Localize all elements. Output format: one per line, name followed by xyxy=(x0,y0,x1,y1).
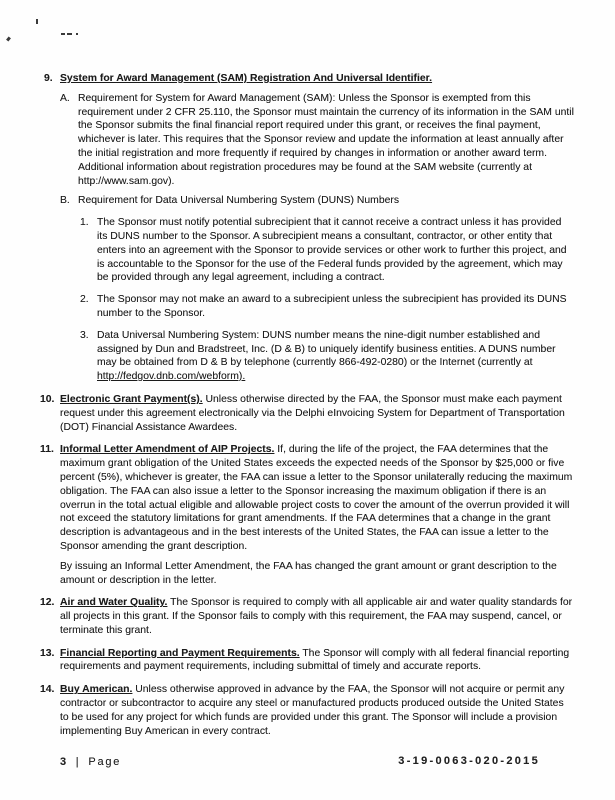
grant-number-footer: 3-19-0063-020-2015 xyxy=(398,755,540,767)
subsection-text: Requirement for System for Award Management (SAM): Unless the Sponsor is exempted from this requirement under 2 CFR 25.110, the Sponsor must maintain the currency of its information in the SAM until the Sponsor submits the final financial report required under this grant, or receives the final payment, whichever is later. This requires that the Sponsor review and update the information at least annually after the initial registration and more frequently if required by changes in information or another award term. Additional information about registration procedures may be found at the SAM website (currently at http://www.sam.gov). xyxy=(78,92,574,187)
section-number: 11. xyxy=(40,444,54,456)
section-12 xyxy=(40,596,574,637)
section-number: 14. xyxy=(40,684,55,696)
page-number: 3 xyxy=(60,756,68,768)
section-body xyxy=(60,443,574,587)
section-title: Informal Letter Amendment of AIP Projects. xyxy=(60,444,275,456)
section-title: Buy American. xyxy=(60,684,133,696)
subsection-9b xyxy=(60,194,574,384)
clause-9b2 xyxy=(80,293,574,321)
scan-artifact xyxy=(67,33,72,35)
section-title: Air and Water Quality. xyxy=(60,597,168,609)
section-title: Electronic Grant Payment(s). xyxy=(60,393,203,405)
clause-9b1 xyxy=(80,216,574,285)
section-10 xyxy=(40,393,574,434)
section-paragraph-2: By issuing an Informal Letter Amendment, the FAA has changed the grant amount or grant description to the amount or description in the letter. xyxy=(60,560,557,586)
section-title: System for Award Management (SAM) Registration And Universal Identifier. xyxy=(60,73,433,84)
page-label: Page xyxy=(88,756,122,768)
section-9 xyxy=(40,72,574,384)
section-13 xyxy=(40,647,574,675)
document-content xyxy=(40,72,574,747)
section-title: Financial Reporting and Payment Requirements. xyxy=(60,647,300,659)
clause-text: Data Universal Numbering System: DUNS number means the nine-digit number established and assigned by Dun and Bradstreet, Inc. (D & B) to uniquely identify business entities. A DUNS number may be obtained from D & B by telephone (currently 866-492-0280) or the Internet (currently at xyxy=(97,329,556,369)
section-text: Unless otherwise directed by the FAA, the Sponsor must make each payment request under this agreement electronically via the Delphi eInvoicing System for Department of Transportation (DOT) Financial Assistance Awardees. xyxy=(60,393,565,433)
footer-separator: | xyxy=(75,756,81,768)
clause-9b3 xyxy=(80,329,574,384)
clause-label: 1. xyxy=(80,217,89,229)
scan-artifact xyxy=(36,19,38,24)
subsection-9a xyxy=(60,92,574,189)
section-number: 9. xyxy=(44,73,53,84)
page-number-footer xyxy=(60,756,121,770)
scan-artifact xyxy=(61,33,65,35)
section-body xyxy=(60,596,574,637)
section-body xyxy=(60,683,574,738)
webform-url-link[interactable]: http://fedgov.dnb.com/webform). xyxy=(97,371,246,383)
clause-label: 2. xyxy=(80,294,89,306)
subsection-text: Requirement for Data Universal Numbering System (DUNS) Numbers xyxy=(78,195,400,207)
section-number: 10. xyxy=(40,393,55,405)
section-text: The Sponsor will comply with all federal financial reporting requirements and payment requirements, including submittal of timely and accurate reports. xyxy=(60,647,570,673)
subsection-label: A. xyxy=(60,92,70,104)
section-11 xyxy=(40,443,574,587)
section-body xyxy=(60,393,574,434)
section-text: The Sponsor is required to comply with all applicable air and water quality standards for all projects in this grant. If the Sponsor fails to comply with this requirement, the FAA may suspend, cancel, or terminate this grant. xyxy=(60,597,573,636)
clause-label: 3. xyxy=(80,329,89,341)
section-number: 12. xyxy=(40,597,55,609)
scan-artifact xyxy=(76,33,78,35)
subsection-label: B. xyxy=(60,195,70,207)
clause-text: The Sponsor must notify potential subrecipient that it cannot receive a contract unless it has provided its DUNS number to the Sponsor. A subrecipient means a consultant, contractor, or other entity that enters into an agreement with the Sponsor to provide services or other work to further this project, and is accountable to the Sponsor for the use of the Federal funds provided by the agreement, which may be provided through any legal agreement, including a contract. xyxy=(97,217,567,284)
section-number: 13. xyxy=(40,647,55,659)
section-14 xyxy=(40,683,574,738)
scan-artifact xyxy=(6,37,11,42)
section-text: If, during the life of the project, the FAA determines that the maximum grant obligation of the United States exceeds the expected needs of the Sponsor by $25,000 or five percent (5%), whichever is greater, the FAA can issue a letter to the Sponsor unilaterally reducing the maximum obligation. The FAA can also issue a letter to the Sponsor increasing the maximum obligation if there is an overrun in the total actual eligible and allowable project costs to cover the amount of the overrun provided it will not exceed the statutory limitations for grant amendments. If the FAA determines that a change in the grant description is advantageous and in the best interests of the United States, the FAA can issue a letter to the Sponsor amending the grant description. xyxy=(60,444,573,552)
section-body xyxy=(60,647,574,675)
clause-text: The Sponsor may not make an award to a subrecipient unless the subrecipient has provided its DUNS number to the Sponsor. xyxy=(97,294,567,319)
section-text: Unless otherwise approved in advance by the FAA, the Sponsor will not acquire or permit any contractor or subcontractor to acquire any steel or manufactured products produced outside the United States to be used for any project for which funds are provided under this grant. The Sponsor will include a provision implementing Buy American in every contract. xyxy=(60,684,565,737)
